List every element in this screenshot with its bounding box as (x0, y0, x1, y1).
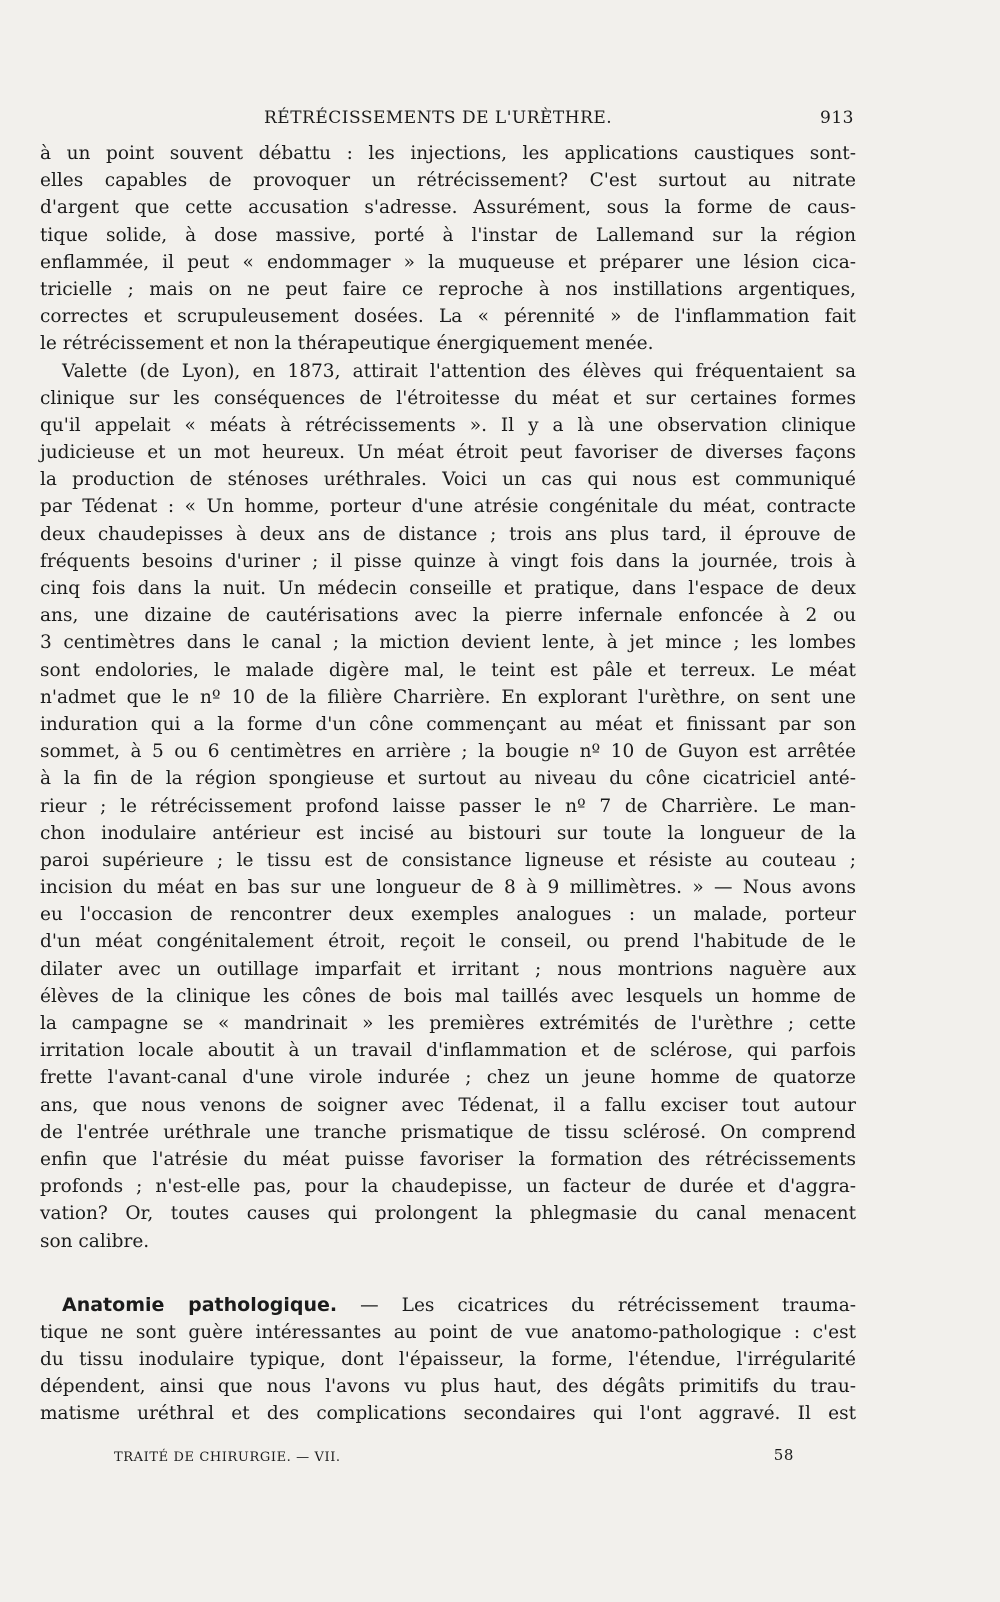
text-line: sont endolories, le malade digère mal, le teint est pâle et terreux. Le méat (40, 659, 856, 681)
text-line: fréquents besoins d'uriner ; il pisse quinze à vingt fois dans la journée, trois à (40, 550, 856, 572)
text-line: elles capables de provoquer un rétrécissement? C'est surtout au nitrate (40, 170, 856, 192)
running-header (44, 108, 854, 136)
text-line: la campagne se « mandrinait » les premières extrémités de l'urèthre ; cette (40, 1013, 856, 1034)
text-line: par Tédenat : « Un homme, porteur d'une atrésie congénitale du méat, contracte (40, 496, 856, 518)
text-line: enfin que l'atrésie du méat puisse favoriser la formation des rétrécissements (40, 1148, 856, 1170)
text-line: irritation locale aboutit à un travail d'inflammation et de sclérose, qui parfois (40, 1040, 856, 1062)
text-line: enflammée, il peut « endommager » la muqueuse et préparer une lésion cica- (40, 251, 856, 273)
text-line: judicieuse et un mot heureux. Un méat étroit peut favoriser de diverses façons (40, 442, 856, 464)
paragraph-2 (40, 358, 856, 1255)
text-line: de l'entrée uréthrale une tranche prismatique de tissu sclérosé. On comprend (40, 1121, 856, 1143)
section-first-line-text: — Les cicatrices du rétrécissement trauma- (360, 1294, 856, 1316)
section-first-line (40, 1292, 856, 1319)
text-line: tique ne sont guère intéressantes au point de vue anatomo-pathologique : c'est (40, 1321, 856, 1343)
text-line: ans, une dizaine de cautérisations avec la pierre infernale enfoncée à 2 ou (40, 605, 856, 627)
text-line: profonds ; n'est-elle pas, pour la chaudepisse, un facteur de durée et d'aggra- (40, 1176, 856, 1198)
page-number: 913 (820, 108, 854, 128)
section-anatomie (40, 1292, 856, 1428)
text-line: chon inodulaire antérieur est incisé au bistouri sur toute la longueur de la (40, 822, 856, 844)
text-line: le rétrécissement et non la thérapeutique énergiquement menée. (40, 333, 654, 355)
text-line: Valette (de Lyon), en 1873, attirait l'attention des élèves qui fréquentaient sa (62, 360, 856, 382)
text-line: la production de sténoses uréthrales. Voici un cas qui nous est communiqué (40, 469, 856, 491)
page-footer (114, 1446, 794, 1465)
page-body (40, 140, 856, 1428)
text-line: sommet, à 5 ou 6 centimètres en arrière ; la bougie nº 10 de Guyon est arrêtée (40, 741, 856, 763)
text-line: deux chaudepisses à deux ans de distance ; trois ans plus tard, il éprouve de (40, 523, 856, 545)
text-line: son calibre. (40, 1230, 150, 1252)
text-line: correctes et scrupuleusement dosées. La « pérennité » de l'inflammation fait (40, 306, 856, 328)
text-line: dilater avec un outillage imparfait et irritant ; nous montrions naguère aux (40, 958, 856, 980)
text-line: induration qui a la forme d'un cône commençant au méat et finissant par son (40, 713, 856, 735)
footer-title: TRAITÉ DE CHIRURGIE. — VII. (114, 1450, 341, 1465)
text-line: 3 centimètres dans le canal ; la miction devient lente, à jet mince ; les lombes (40, 632, 856, 654)
text-line: à un point souvent débattu : les injections, les applications caustiques sont- (40, 143, 856, 164)
text-line: eu l'occasion de rencontrer deux exemples analogues : un malade, porteur (40, 904, 856, 926)
text-line: paroi supérieure ; le tissu est de consistance ligneuse et résiste au couteau ; (40, 849, 856, 871)
text-line: dépendent, ainsi que nous l'avons vu plus haut, des dégâts primitifs du trau- (40, 1376, 856, 1398)
section-heading: Anatomie pathologique. (62, 1293, 338, 1316)
text-line: n'admet que le nº 10 de la filière Charrière. En explorant l'urèthre, on sent une (40, 686, 856, 708)
text-line: à la fin de la région spongieuse et surtout au niveau du cône cicatriciel anté- (40, 768, 856, 790)
text-line: élèves de la clinique les cônes de bois mal taillés avec lesquels un homme de (40, 985, 856, 1007)
text-line: tique solide, à dose massive, porté à l'instar de Lallemand sur la région (40, 224, 856, 246)
text-line: vation? Or, toutes causes qui prolongent la phlegmasie du canal menacent (40, 1203, 856, 1225)
text-line: tricielle ; mais on ne peut faire ce reproche à nos instillations argentiques, (40, 278, 856, 300)
text-line: cinq fois dans la nuit. Un médecin conseille et pratique, dans l'espace de deux (40, 578, 856, 599)
running-header-title: RÉTRÉCISSEMENTS DE L'URÈTHRE. (264, 108, 613, 128)
text-line: qu'il appelait « méats à rétrécissements ». Il y a là une observation clinique (40, 414, 856, 436)
section-lines (40, 1319, 856, 1428)
section-gap (40, 1255, 856, 1292)
paragraph-1 (40, 140, 856, 358)
text-line: clinique sur les conséquences de l'étroitesse du méat et sur certaines formes (40, 387, 856, 409)
text-line: incision du méat en bas sur une longueur de 8 à 9 millimètres. » — Nous avons (40, 877, 856, 899)
text-line: du tissu inodulaire typique, dont l'épaisseur, la forme, l'étendue, l'irrégularité (40, 1349, 856, 1371)
text-line: d'un méat congénitalement étroit, reçoit le conseil, ou prend l'habitude de le (40, 931, 856, 953)
text-line: matisme uréthral et des complications secondaires qui l'ont aggravé. Il est (40, 1403, 856, 1425)
signature-mark: 58 (773, 1446, 794, 1464)
text-line: ans, que nous venons de soigner avec Tédenat, il a fallu exciser tout autour (40, 1094, 856, 1116)
text-line: rieur ; le rétrécissement profond laisse passer le nº 7 de Charrière. Le man- (40, 795, 856, 817)
text-line: d'argent que cette accusation s'adresse. Assurément, sous la forme de caus- (40, 197, 856, 219)
text-line: frette l'avant-canal d'une virole indurée ; chez un jeune homme de quatorze (40, 1067, 856, 1089)
